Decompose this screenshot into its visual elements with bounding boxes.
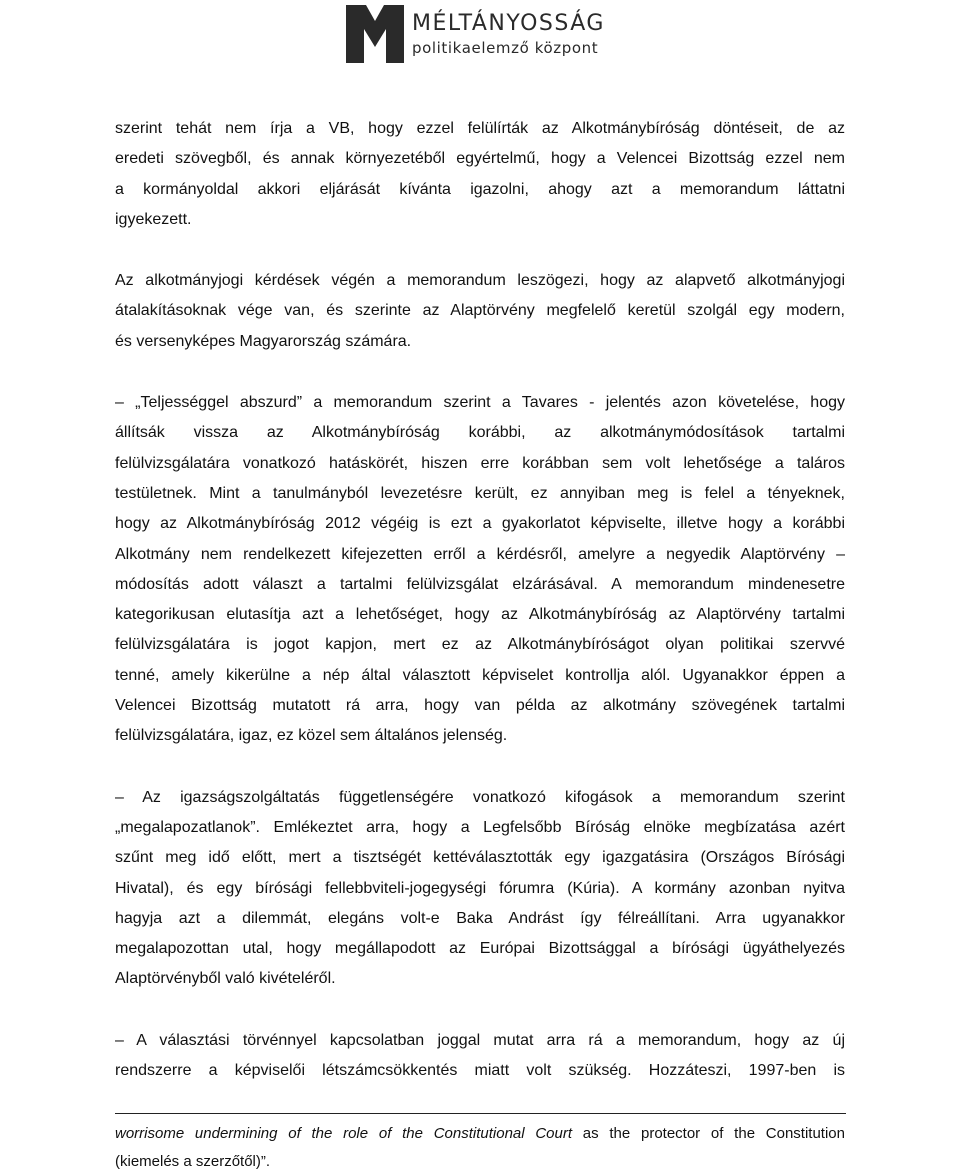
footnote-line-2: (kiemelés a szerzőtől)”. [115,1153,271,1170]
paragraph-5 [115,1026,845,1087]
text-line: felülvizsgálatára, igaz, ez közel sem általános jelenség. [115,727,508,745]
text-line: Alkotmány nem rendelkezett kifejezetten erről a kérdésről, amelyre a negyedik Alaptörvény – [115,545,845,563]
text-line: átalakításoknak vége van, és szerinte az Alaptörvény megfelelő keretül szolgál egy modern, [115,302,845,320]
footnote-separator [115,1113,846,1114]
meltanyossag-logo-icon [346,5,404,63]
text-line: Alaptörvényből való kivételéről. [115,970,336,988]
text-line: Hivatal), és egy bírósági fellebbviteli-jogegységi fórumra (Kúria). A kormány azonban nyitva [115,879,845,897]
text-line: tenné, amely kikerülne a nép által választott képviselet kontrollja alól. Ugyanakkor éppen a [115,666,845,684]
logo-text [412,10,605,58]
paragraph-2 [115,266,845,357]
text-line: állítsák vissza az Alkotmánybíróság korábbi, az alkotmánymódosítások tartalmi [115,424,845,442]
text-line: igyekezett. [115,210,192,228]
text-line: – A választási törvénnyel kapcsolatban joggal mutat arra rá a memorandum, hogy az új [115,1031,845,1049]
footnote-italic-quote: worrisome undermining of the role of the Constitutional Court [115,1125,573,1142]
text-line: hagyja azt a dilemmát, elegáns volt-e Baka Andrást így félreállítani. Arra ugyanakkor [115,909,845,927]
document-body [115,114,845,1086]
text-line: szűnt meg idő előtt, mert a tisztségét kettéválasztották egy igazgatásira (Országos Bírósági [115,849,845,867]
text-line: és versenyképes Magyarország számára. [115,332,412,350]
footnote-line-1 [115,1120,845,1148]
page-header [346,4,605,64]
text-line: a kormányoldal akkori eljárását kívánta igazolni, ahogy azt a memorandum láttatni [115,180,845,198]
text-line: Velencei Bizottság mutatott rá arra, hogy van példa az alkotmány szövegének tartalmi [115,697,845,715]
text-line: – „Teljességgel abszurd” a memorandum szerint a Tavares - jelentés azon követelése, hogy [115,394,845,412]
text-line: megalapozottan utal, hogy megállapodott az Európai Bizottsággal a bírósági ügyáthelyezés [115,940,845,958]
logo-title: MÉLTÁNYOSSÁG [412,11,605,36]
text-line: – Az igazságszolgáltatás függetlenségére vonatkozó kifogások a memorandum szerint [115,788,845,806]
text-line: Az alkotmányjogi kérdések végén a memorandum leszögezi, hogy az alapvető alkotmányjogi [115,272,845,290]
text-line: testületnek. Mint a tanulmányból levezetésre került, ez annyiban meg is felel a tényeknek, [115,484,845,502]
paragraph-1 [115,114,845,235]
footnote [115,1120,845,1176]
text-line: módosítás adott választ a tartalmi felülvizsgálat elzárásával. A memorandum mindenesetre [115,575,845,593]
logo-subtitle: politikaelemző központ [412,39,599,57]
text-line: szerint tehát nem írja a VB, hogy ezzel felülírták az Alkotmánybíróság döntéseit, de az [115,120,845,137]
text-line: felülvizsgálatára vonatkozó hatáskörét, hiszen erre korábban sem volt lehetősége a taláros [115,454,845,472]
paragraph-4 [115,783,845,995]
text-line: eredeti szövegből, és annak környezetéből egyértelmű, hogy a Velencei Bizottság ezzel nem [115,150,845,168]
text-line: rendszerre a képviselői létszámcsökkentés miatt volt szükség. Hozzáteszi, 1997-ben is [115,1062,845,1080]
text-line: „megalapozatlanok”. Emlékeztet arra, hogy a Legfelsőbb Bíróság elnöke megbízatása azért [115,818,845,836]
text-line: kategorikusan elutasítja azt a lehetőséget, hogy az Alkotmánybíróság az Alaptörvény tartalmi [115,606,845,624]
text-line: hogy az Alkotmánybíróság 2012 végéig is ezt a gyakorlatot képviselte, illetve hogy a korábbi [115,515,845,533]
paragraph-3 [115,388,845,752]
footnote-line-1-rest: as the protector of the Constitution [572,1125,845,1142]
text-line: felülvizsgálatára is jogot kapjon, mert ez az Alkotmánybíróságot olyan politikai szervvé [115,636,845,654]
